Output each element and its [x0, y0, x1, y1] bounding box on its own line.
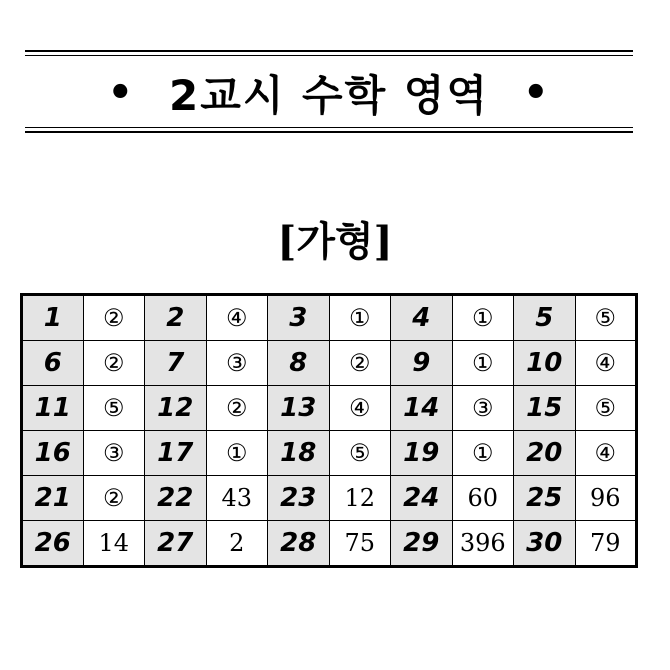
answer-value: ④: [206, 295, 268, 341]
answer-value: 60: [452, 476, 514, 521]
question-number: 20: [514, 431, 576, 476]
question-number: 6: [22, 341, 84, 386]
question-number: 18: [268, 431, 330, 476]
question-number: 4: [391, 295, 453, 341]
question-number: 24: [391, 476, 453, 521]
answer-value: 96: [575, 476, 637, 521]
answer-value: ②: [83, 341, 145, 386]
page-title: [25, 60, 633, 126]
answer-value: ⑤: [575, 295, 637, 341]
bottom-rule-outer: [25, 131, 633, 133]
exam-type-label: [가형]: [277, 218, 393, 265]
answer-value: ④: [575, 431, 637, 476]
answer-value: 2: [206, 521, 268, 567]
answer-value: 14: [83, 521, 145, 567]
table-row: [22, 295, 637, 341]
answer-value: 396: [452, 521, 514, 567]
answer-value: ⑤: [575, 386, 637, 431]
top-rule-inner: [25, 55, 633, 56]
question-number: 10: [514, 341, 576, 386]
answer-value: ②: [206, 386, 268, 431]
question-number: 11: [22, 386, 84, 431]
question-number: 5: [514, 295, 576, 341]
question-number: 22: [145, 476, 207, 521]
question-number: 23: [268, 476, 330, 521]
answer-value: 75: [329, 521, 391, 567]
question-number: 19: [391, 431, 453, 476]
question-number: 16: [22, 431, 84, 476]
question-number: 27: [145, 521, 207, 567]
answer-value: ①: [206, 431, 268, 476]
question-number: 29: [391, 521, 453, 567]
answer-value: ③: [452, 386, 514, 431]
answer-value: ③: [206, 341, 268, 386]
table-row: [22, 521, 637, 567]
title-bullet-left: •: [107, 70, 136, 116]
bottom-rule-inner: [25, 127, 633, 128]
answer-value: 43: [206, 476, 268, 521]
table-row: [22, 386, 637, 431]
answer-value: ②: [83, 295, 145, 341]
question-number: 3: [268, 295, 330, 341]
title-text: 2교시 수학 영역: [169, 71, 489, 120]
answer-value: ⑤: [83, 386, 145, 431]
answer-value: ⑤: [329, 431, 391, 476]
question-number: 30: [514, 521, 576, 567]
question-number: 7: [145, 341, 207, 386]
question-number: 14: [391, 386, 453, 431]
question-number: 8: [268, 341, 330, 386]
question-number: 15: [514, 386, 576, 431]
answer-value: ②: [329, 341, 391, 386]
answer-value: ①: [452, 431, 514, 476]
answer-value: ①: [452, 341, 514, 386]
answer-value: ③: [83, 431, 145, 476]
answer-value: 12: [329, 476, 391, 521]
top-rule-outer: [25, 50, 633, 52]
question-number: 25: [514, 476, 576, 521]
question-number: 26: [22, 521, 84, 567]
question-number: 13: [268, 386, 330, 431]
question-number: 17: [145, 431, 207, 476]
answer-value: ①: [329, 295, 391, 341]
question-number: 1: [22, 295, 84, 341]
answer-key-table: [20, 293, 638, 568]
table-row: [22, 431, 637, 476]
question-number: 12: [145, 386, 207, 431]
question-number: 21: [22, 476, 84, 521]
table-row: [22, 476, 637, 521]
table-row: [22, 341, 637, 386]
title-bullet-right: •: [522, 70, 551, 116]
answer-value: ④: [575, 341, 637, 386]
answer-value: ②: [83, 476, 145, 521]
question-number: 28: [268, 521, 330, 567]
answer-value: 79: [575, 521, 637, 567]
question-number: 9: [391, 341, 453, 386]
question-number: 2: [145, 295, 207, 341]
answer-value: ④: [329, 386, 391, 431]
answer-value: ①: [452, 295, 514, 341]
